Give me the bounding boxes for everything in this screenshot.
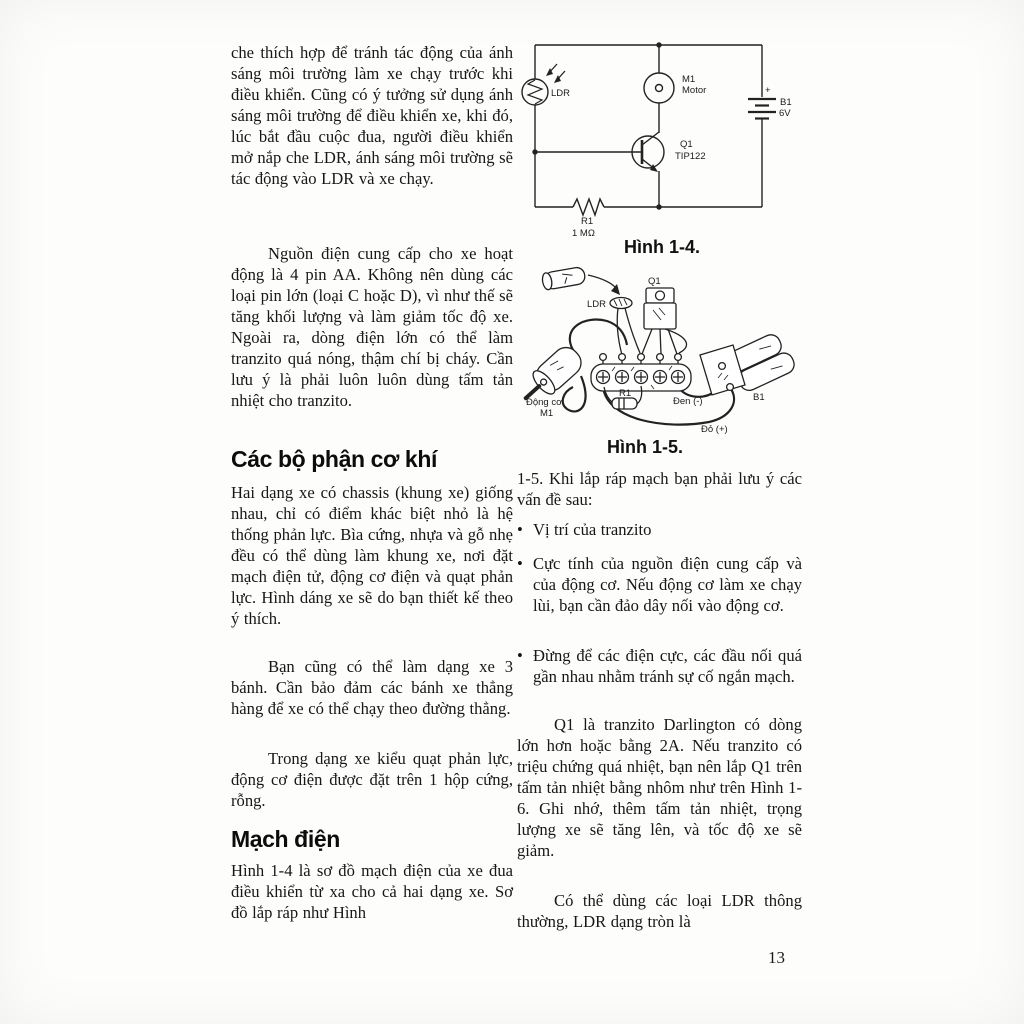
resistor-symbol [573,199,604,215]
bullet-icon: • [517,646,523,665]
label-ldr: LDR [587,299,607,310]
battery-symbol [748,99,776,119]
battery-pack [700,330,797,395]
pointer-arrow-icon [611,284,620,295]
bullet-text-transistor-position: Vị trí của tranzito [533,520,652,539]
label-b1: B1 [753,392,765,403]
bullet-text-polarity: Cực tính của nguồn điện cung cấp và của động cơ. Nếu động cơ làm xe chạy lùi, bạn cần đảo dây nối vào động cơ. [533,554,802,615]
paragraph-ldr-types: Có thể dùng các loại LDR thông thường, LDR dạng tròn là [517,891,802,931]
figure-assembly-drawing [515,258,805,436]
label-red-wire: Đỏ (+) [701,424,728,435]
list-item [517,645,802,687]
label-q1: Q1 [648,276,661,287]
list-item [517,519,802,540]
paragraph-three-wheels: Bạn cũng có thể làm dạng xe 3 bánh. Cần bảo đảm các bánh xe thẳng hàng để xe có thể chạy theo đường thẳng. [231,657,513,718]
paragraph-intro-continued: che thích hợp để tránh tác động của ánh sáng môi trường làm xe chạy trước khi điều khiển. Cũng có ý tưởng sử dụng ánh sáng môi trường để điều khiển xe, khi đó, lúc bắt đầu cuộc đua, người điều khiển mở nắp che LDR, ánh sáng môi trường sẽ tác động vào LDR và xe chạy. [231,43,513,188]
transistor-package [642,288,687,354]
ldr-component [610,298,640,356]
section-heading-mechanical-parts: Các bộ phận cơ khí [231,446,437,472]
label-tip122: TIP122 [675,151,706,162]
label-motor-name: Động cơ [526,397,563,408]
paragraph-chassis: Hai dạng xe có chassis (khung xe) giống nhau, chỉ có điểm khác biệt nhỏ là hệ thống phản lực. Bìa cứng, nhựa và gỗ nhẹ đều có thể dùng làm khung xe, nơi đặt mạch điện tử, động cơ điện và quạt phản lực. Hình dáng xe sẽ do bạn thiết kế theo ý thích. [231,483,513,628]
paragraph-circuit-intro: Hình 1-4 là sơ đồ mạch điện của xe đua điều khiển từ xa cho cả hai dạng xe. Sơ đồ lắp ráp như Hình [231,861,513,922]
label-6v: 6V [779,108,791,119]
label-b1: B1 [780,97,792,108]
junction-dots [532,42,661,209]
paragraph-assembly-notes: 1-5. Khi lắp ráp mạch bạn phải lưu ý các vấn đề sau: [517,469,802,509]
figure-circuit-schematic [515,35,805,240]
label-r1-value: 1 MΩ [572,228,595,239]
page-number: 13 [768,948,785,967]
label-m1: M1 [682,74,696,85]
cover-tube [541,266,620,295]
label-ldr: LDR [551,88,571,99]
paragraph-power-supply: Nguồn điện cung cấp cho xe hoạt động là 4 pin AA. Không nên dùng các loại pin lớn (loại C hoặc D), vì như thế sẽ tăng khối lượng và làm giảm tốc độ xe. Ngoài ra, dòng điện lớn có thể làm tranzito quá nóng, thậm chí bị cháy. Cần lưu ý là phải luôn luôn dùng tấm tản nhiệt cho tranzito. [231,244,513,410]
bullet-text-short-circuit: Đừng để các điện cực, các đầu nối quá gần nhau nhằm tránh sự cố ngắn mạch. [533,646,802,686]
paragraph-darlington: Q1 là tranzito Darlington có dòng lớn hơn hoặc bằng 2A. Nếu tranzito có triệu chứng quá nhiệt, bạn nên lắp Q1 trên tấm tản nhiệt bằng nhôm như trên Hình 1-6. Ghi nhớ, thêm tấm tản nhiệt, trọng lượng xe sẽ tăng lên, và tốc độ xe sẽ giảm. [517,715,802,860]
label-motor-m1: M1 [540,408,554,419]
figure-caption-1-4: Hình 1-4. [623,237,700,257]
section-heading-circuit: Mạch điện [231,826,340,852]
label-motor: Motor [682,85,707,96]
terminal-posts [600,354,682,365]
label-r1: R1 [581,216,594,227]
figure-caption-1-5: Hình 1-5. [606,437,683,457]
label-r1: R1 [619,388,632,399]
label-battery-plus: + [765,85,771,96]
circuit-wires [535,45,762,207]
bullet-icon: • [517,520,523,539]
label-q1: Q1 [680,139,693,150]
bullet-icon: • [517,554,523,573]
terminal-strip [591,354,691,391]
paragraph-fan-car: Trong dạng xe kiểu quạt phản lực, động cơ điện được đặt trên 1 hộp cứng, rỗng. [231,749,513,810]
list-item [517,553,802,616]
label-black-wire: Đen (-) [673,396,703,407]
motor-symbol [644,73,674,103]
